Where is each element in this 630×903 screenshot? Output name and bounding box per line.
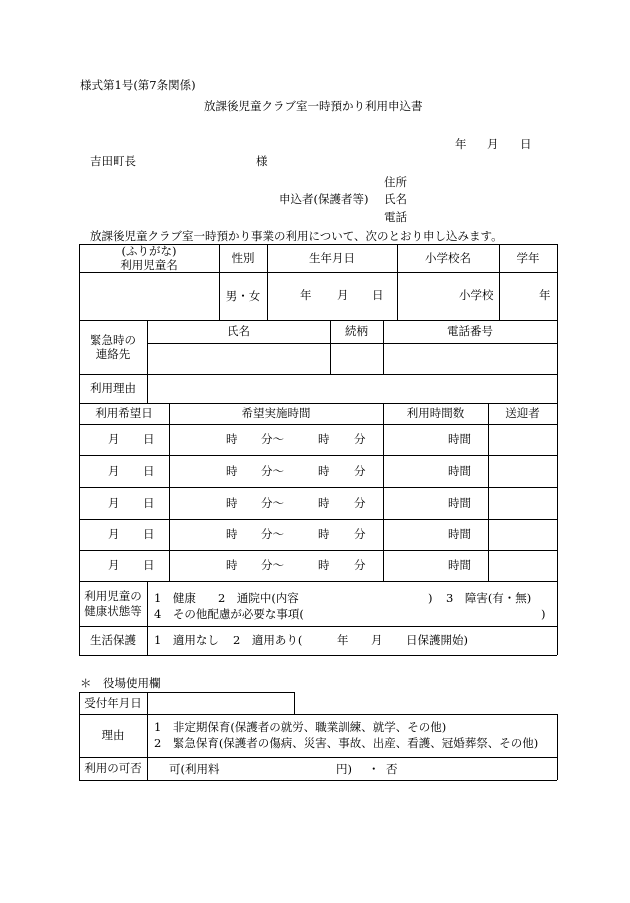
- health-option-healthy[interactable]: 1 健康: [154, 591, 196, 605]
- row-hour2-label: 時: [318, 527, 330, 541]
- name-label: 氏名: [384, 192, 407, 206]
- welfare-year-label: 年: [337, 633, 349, 647]
- row-day-label: 日: [143, 464, 155, 478]
- school-header: 小学校名: [425, 250, 471, 265]
- approval-ok-option[interactable]: 可(利用料: [169, 762, 220, 776]
- emergency-relation-header: 続柄: [345, 324, 368, 339]
- row-minute-from-label: 分～: [261, 496, 284, 510]
- schedule-pickup-header: 送迎者: [505, 406, 540, 421]
- row-month-label: 月: [108, 464, 120, 478]
- welfare-option-none[interactable]: 1 適用なし: [154, 633, 219, 647]
- health-label: [79, 581, 147, 626]
- row-minute2-label: 分: [354, 527, 366, 541]
- health-option-disability[interactable]: 3 障害(有・無): [446, 591, 532, 605]
- received-date-label: 受付年月日: [84, 695, 142, 710]
- office-reason-option1[interactable]: 1 非定期保育(保護者の就労、職業訓練、就学、その他): [154, 720, 447, 734]
- schedule-hours-header: 利用時間数: [406, 406, 465, 421]
- row-minute2-label: 分: [354, 464, 366, 478]
- schedule-time-header: 希望実施時間: [241, 406, 311, 421]
- row-hour-label: 時: [226, 496, 238, 510]
- row-day-label: 日: [143, 432, 155, 446]
- child-name-header: [79, 244, 219, 272]
- approval-separator: ・: [368, 762, 380, 776]
- health-hospital-close: ): [428, 591, 433, 605]
- form-title: 放課後児童クラブ室一時預かり利用申込書: [204, 99, 423, 113]
- row-hour2-label: 時: [318, 496, 330, 510]
- row-day-label: 日: [143, 558, 155, 572]
- row-hours-unit: 時間: [448, 496, 471, 510]
- dob-day-label: 日: [372, 288, 384, 302]
- row-hours-unit: 時間: [448, 432, 471, 446]
- date-year-label: 年: [455, 137, 467, 151]
- emergency-name-field[interactable]: [147, 343, 330, 374]
- health-label-line1: 利用児童の: [84, 589, 142, 604]
- row-month-label: 月: [108, 432, 120, 446]
- child-name-field[interactable]: [79, 272, 219, 320]
- row-day-label: 日: [143, 527, 155, 541]
- office-section-title: ＊ 役場使用欄: [80, 676, 161, 690]
- phone-label: 電話: [384, 210, 407, 224]
- form-number: 様式第1号(第7条関係): [80, 78, 196, 92]
- row-hour2-label: 時: [318, 464, 330, 478]
- row-hours-unit: 時間: [448, 558, 471, 572]
- address-label: 住所: [384, 175, 407, 189]
- health-label-line2: 健康状態等: [84, 603, 142, 618]
- welfare-label: 生活保護: [90, 633, 136, 648]
- furigana-label: (ふりがな): [121, 243, 177, 258]
- addressee-honorific: 様: [256, 154, 268, 168]
- received-date-field[interactable]: [147, 692, 294, 714]
- applicant-label: 申込者(保護者等): [279, 192, 369, 206]
- row-hour-label: 時: [226, 464, 238, 478]
- emergency-relation-field[interactable]: [330, 343, 383, 374]
- row-minute-from-label: 分～: [261, 432, 284, 446]
- row-month-label: 月: [108, 527, 120, 541]
- school-suffix: 小学校: [459, 288, 494, 302]
- row-minute-from-label: 分～: [261, 527, 284, 541]
- row-minute-from-label: 分～: [261, 558, 284, 572]
- approval-no-option[interactable]: 否: [386, 762, 398, 776]
- row-month-label: 月: [108, 558, 120, 572]
- row-minute-from-label: 分～: [261, 464, 284, 478]
- row-minute2-label: 分: [354, 496, 366, 510]
- schedule-date-header: 利用希望日: [95, 406, 153, 421]
- health-other-close: ): [541, 607, 546, 621]
- date-day-label: 日: [520, 137, 532, 151]
- date-month-label: 月: [487, 137, 499, 151]
- approval-fee-yen: 円): [336, 762, 352, 776]
- addressee: 吉田町長: [90, 154, 136, 168]
- welfare-month-label: 月: [371, 633, 383, 647]
- row-hour2-label: 時: [318, 432, 330, 446]
- health-option-hospital[interactable]: 2 通院中(内容: [218, 591, 299, 605]
- emergency-name-header: 氏名: [227, 324, 250, 339]
- row-hour-label: 時: [226, 432, 238, 446]
- sex-field[interactable]: 男・女: [225, 288, 261, 303]
- row-minute2-label: 分: [354, 558, 366, 572]
- row-hours-unit: 時間: [448, 464, 471, 478]
- emergency-label-line2: 連絡先: [95, 347, 131, 361]
- emergency-phone-header: 電話番号: [447, 324, 493, 339]
- row-minute2-label: 分: [354, 432, 366, 446]
- health-option-other[interactable]: 4 その他配慮が必要な事項(: [154, 607, 304, 621]
- row-hour-label: 時: [226, 558, 238, 572]
- child-name-label: 利用児童名: [120, 258, 178, 272]
- grade-header: 学年: [516, 250, 540, 265]
- grade-suffix: 年: [539, 288, 551, 302]
- row-day-label: 日: [143, 496, 155, 510]
- emergency-label-line1: 緊急時の: [90, 332, 136, 347]
- row-month-label: 月: [108, 496, 120, 510]
- row-hours-unit: 時間: [448, 527, 471, 541]
- office-reason-label: 理由: [101, 728, 125, 743]
- emergency-contact-label: [79, 320, 147, 374]
- row-hour-label: 時: [226, 527, 238, 541]
- dob-header: 生年月日: [309, 250, 355, 265]
- row-hour2-label: 時: [318, 558, 330, 572]
- approval-label: 利用の可否: [84, 761, 142, 776]
- welfare-option-applied[interactable]: 2 適用あり(: [233, 633, 303, 647]
- office-reason-option2[interactable]: 2 緊急保育(保護者の傷病、災害、事故、出産、看護、冠婚葬祭、その他): [154, 736, 539, 750]
- intro-text: 放課後児童クラブ室一時預かり事業の利用について、次のとおり申し込みます。: [90, 229, 503, 243]
- reason-label: 利用理由: [90, 381, 136, 396]
- sex-header: 性別: [231, 250, 255, 265]
- reason-field[interactable]: [147, 374, 557, 403]
- dob-month-label: 月: [337, 288, 349, 302]
- emergency-phone-field[interactable]: [383, 343, 557, 374]
- dob-year-label: 年: [300, 288, 312, 302]
- welfare-start-suffix: 日保護開始): [406, 633, 468, 647]
